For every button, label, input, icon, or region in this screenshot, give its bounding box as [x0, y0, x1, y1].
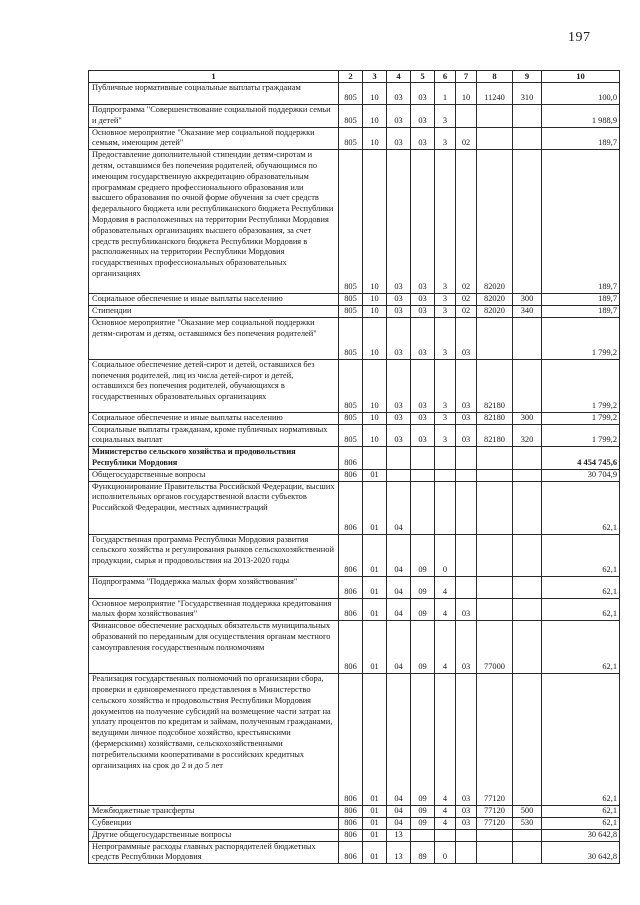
row-description: Социальные выплаты гражданам, кроме публичных нормативных социальных выплат — [89, 424, 339, 447]
row-subsection: 03 — [387, 359, 411, 412]
row-subsection: 04 — [387, 481, 411, 534]
row-expense-type — [513, 469, 542, 481]
row-section: 01 — [363, 481, 387, 534]
row-measure: 10 — [456, 83, 477, 105]
row-amount: 62,1 — [542, 534, 620, 576]
row-direction — [477, 447, 513, 470]
row-subsection: 03 — [387, 424, 411, 447]
row-expense-type — [513, 150, 542, 294]
table-row — [89, 481, 620, 534]
row-program: 09 — [411, 674, 435, 806]
row-direction — [477, 576, 513, 598]
row-measure: 03 — [456, 817, 477, 829]
row-expense-type: 310 — [513, 83, 542, 105]
row-program: 09 — [411, 817, 435, 829]
table-row — [89, 317, 620, 359]
row-program: 09 — [411, 576, 435, 598]
row-subsection: 04 — [387, 817, 411, 829]
row-admin-code: 805 — [339, 317, 363, 359]
row-direction — [477, 105, 513, 128]
row-expense-type — [513, 841, 542, 864]
row-description: Публичные нормативные социальные выплаты гражданам — [89, 83, 339, 105]
row-section: 10 — [363, 424, 387, 447]
row-description: Субвенции — [89, 817, 339, 829]
row-description: Общегосударственные вопросы — [89, 469, 339, 481]
header-cell: 9 — [513, 71, 542, 83]
row-program: 09 — [411, 534, 435, 576]
row-subprogram: 4 — [435, 576, 456, 598]
table-row — [89, 150, 620, 294]
row-amount: 189,7 — [542, 294, 620, 306]
row-description: Государственная программа Республики Мордовия развития сельского хозяйства и регулирования рынков сельскохозяйственной продукции, сырья и продовольствия на 2013-2020 годы — [89, 534, 339, 576]
row-description: Непрограммные расходы главных распорядителей бюджетных средств Республики Мордовия — [89, 841, 339, 864]
row-measure — [456, 469, 477, 481]
row-subprogram: 0 — [435, 841, 456, 864]
header-cell: 10 — [542, 71, 620, 83]
row-subsection: 03 — [387, 294, 411, 306]
row-admin-code: 806 — [339, 481, 363, 534]
row-amount: 30 642,8 — [542, 841, 620, 864]
row-description: Основное мероприятие "Оказание мер социальной поддержки детям-сиротам и детям, оставшимся без попечения родителей" — [89, 317, 339, 359]
row-measure: 02 — [456, 127, 477, 150]
row-subsection: 04 — [387, 806, 411, 818]
row-admin-code: 805 — [339, 424, 363, 447]
row-section: 01 — [363, 817, 387, 829]
row-description: Подпрограмма "Поддержка малых форм хозяйствования" — [89, 576, 339, 598]
table-row — [89, 424, 620, 447]
row-direction — [477, 841, 513, 864]
row-program: 03 — [411, 83, 435, 105]
table-row — [89, 674, 620, 806]
row-admin-code: 806 — [339, 674, 363, 806]
row-section: 10 — [363, 150, 387, 294]
row-description: Основное мероприятие "Государственная поддержка кредитования малых форм хозяйствования" — [89, 598, 339, 621]
table-row — [89, 576, 620, 598]
row-admin-code: 806 — [339, 841, 363, 864]
row-expense-type — [513, 576, 542, 598]
row-section: 01 — [363, 841, 387, 864]
row-section: 10 — [363, 359, 387, 412]
table-row — [89, 447, 620, 470]
row-admin-code: 805 — [339, 150, 363, 294]
row-expense-type: 300 — [513, 412, 542, 424]
row-admin-code: 805 — [339, 412, 363, 424]
row-direction: 82020 — [477, 305, 513, 317]
table-row — [89, 534, 620, 576]
row-amount: 62,1 — [542, 806, 620, 818]
row-amount: 62,1 — [542, 481, 620, 534]
row-expense-type — [513, 105, 542, 128]
row-subsection: 03 — [387, 83, 411, 105]
row-expense-type — [513, 621, 542, 674]
row-section: 01 — [363, 534, 387, 576]
row-program — [411, 829, 435, 841]
row-subprogram: 3 — [435, 127, 456, 150]
row-subsection: 13 — [387, 841, 411, 864]
table-row — [89, 105, 620, 128]
table-row — [89, 598, 620, 621]
row-direction: 82180 — [477, 424, 513, 447]
table-row — [89, 305, 620, 317]
row-subsection: 03 — [387, 317, 411, 359]
row-expense-type: 320 — [513, 424, 542, 447]
row-subsection: 04 — [387, 534, 411, 576]
row-expense-type: 300 — [513, 294, 542, 306]
row-subprogram: 4 — [435, 806, 456, 818]
header-cell: 8 — [477, 71, 513, 83]
row-direction: 77120 — [477, 674, 513, 806]
table-row — [89, 621, 620, 674]
row-direction: 82180 — [477, 412, 513, 424]
row-expense-type — [513, 481, 542, 534]
row-admin-code: 805 — [339, 305, 363, 317]
row-section: 10 — [363, 412, 387, 424]
row-amount: 100,0 — [542, 83, 620, 105]
row-program: 03 — [411, 424, 435, 447]
row-measure — [456, 447, 477, 470]
row-direction: 77120 — [477, 817, 513, 829]
table-row — [89, 817, 620, 829]
row-description: Финансовое обеспечение расходных обязательств муниципальных образований по переданным для осуществления органам местного самоуправления государственным полномочиям — [89, 621, 339, 674]
row-amount: 62,1 — [542, 674, 620, 806]
row-subsection: 04 — [387, 576, 411, 598]
row-program: 03 — [411, 294, 435, 306]
row-measure: 03 — [456, 424, 477, 447]
row-direction — [477, 829, 513, 841]
row-measure — [456, 534, 477, 576]
row-amount: 62,1 — [542, 576, 620, 598]
row-program: 03 — [411, 317, 435, 359]
row-amount: 62,1 — [542, 598, 620, 621]
header-cell: 2 — [339, 71, 363, 83]
row-expense-type — [513, 598, 542, 621]
row-subprogram — [435, 447, 456, 470]
row-admin-code: 805 — [339, 294, 363, 306]
row-subsection: 03 — [387, 105, 411, 128]
table-row — [89, 829, 620, 841]
row-description: Социальное обеспечение детей-сирот и детей, оставшихся без попечения родителей, лиц из числа детей-сирот и детей, оставшихся без попечения родителей, обучающихся в государственных образовательных организациях — [89, 359, 339, 412]
row-subprogram: 0 — [435, 534, 456, 576]
row-admin-code: 806 — [339, 469, 363, 481]
row-measure: 03 — [456, 674, 477, 806]
row-measure: 03 — [456, 621, 477, 674]
row-subsection: 04 — [387, 621, 411, 674]
row-program: 03 — [411, 105, 435, 128]
row-measure: 02 — [456, 150, 477, 294]
row-subprogram: 4 — [435, 674, 456, 806]
header-cell: 5 — [411, 71, 435, 83]
row-description: Основное мероприятие "Оказание мер социальной поддержки семьям, имеющим детей" — [89, 127, 339, 150]
row-subprogram: 3 — [435, 317, 456, 359]
row-measure — [456, 576, 477, 598]
row-amount: 1 799,2 — [542, 424, 620, 447]
row-expense-type — [513, 447, 542, 470]
row-section: 10 — [363, 83, 387, 105]
row-subprogram: 3 — [435, 412, 456, 424]
table-row — [89, 359, 620, 412]
row-admin-code: 805 — [339, 83, 363, 105]
row-expense-type — [513, 317, 542, 359]
row-section: 10 — [363, 294, 387, 306]
row-description: Социальное обеспечение и иные выплаты населению — [89, 294, 339, 306]
row-direction: 77120 — [477, 806, 513, 818]
row-direction — [477, 127, 513, 150]
row-program: 03 — [411, 127, 435, 150]
row-measure — [456, 105, 477, 128]
table-row — [89, 806, 620, 818]
row-section: 01 — [363, 829, 387, 841]
row-section: 01 — [363, 806, 387, 818]
row-admin-code: 806 — [339, 447, 363, 470]
row-subsection: 03 — [387, 150, 411, 294]
page-number: 197 — [568, 30, 591, 45]
row-subprogram — [435, 829, 456, 841]
row-subsection: 03 — [387, 412, 411, 424]
row-subprogram: 3 — [435, 294, 456, 306]
row-subprogram: 3 — [435, 359, 456, 412]
row-amount: 1 988,9 — [542, 105, 620, 128]
row-admin-code: 806 — [339, 817, 363, 829]
row-direction: 11240 — [477, 83, 513, 105]
table-row — [89, 294, 620, 306]
row-measure: 02 — [456, 294, 477, 306]
row-subprogram: 4 — [435, 598, 456, 621]
row-measure: 03 — [456, 317, 477, 359]
row-program — [411, 447, 435, 470]
row-section: 01 — [363, 576, 387, 598]
row-description: Реализация государственных полномочий по организации сбора, проверки и единовременного представления в Министерство сельского хозяйства и продовольствия Республики Мордовия документов на получение субсидий на возмещение части затрат на уплату процентов по кредитам и займам, полученным гражданами, ведущими личное подсобное хозяйство, крестьянскими (фермерскими) хозяйствами, сельскохозяйственными потребительскими кооперативами в российских кредитных организациях на срок до 2 и до 5 лет — [89, 674, 339, 806]
row-direction — [477, 469, 513, 481]
row-direction: 82180 — [477, 359, 513, 412]
row-direction: 82020 — [477, 294, 513, 306]
row-admin-code: 806 — [339, 621, 363, 674]
table-row — [89, 127, 620, 150]
row-expense-type — [513, 359, 542, 412]
row-measure — [456, 829, 477, 841]
row-admin-code: 806 — [339, 829, 363, 841]
row-admin-code: 806 — [339, 598, 363, 621]
row-subsection: 04 — [387, 674, 411, 806]
row-subprogram: 4 — [435, 621, 456, 674]
row-description: Министерство сельского хозяйства и продовольствия Республики Мордовия — [89, 447, 339, 470]
table-row — [89, 469, 620, 481]
row-admin-code: 805 — [339, 127, 363, 150]
table-header-row — [89, 71, 620, 83]
row-section — [363, 447, 387, 470]
row-amount: 62,1 — [542, 817, 620, 829]
row-subprogram: 4 — [435, 817, 456, 829]
row-measure: 03 — [456, 359, 477, 412]
row-subsection: 03 — [387, 127, 411, 150]
row-subprogram: 3 — [435, 424, 456, 447]
row-direction — [477, 534, 513, 576]
row-section: 01 — [363, 598, 387, 621]
row-description: Функционирование Правительства Российской Федерации, высших исполнительных органов государственной власти субъектов Российской Федерации, местных администраций — [89, 481, 339, 534]
table-row — [89, 841, 620, 864]
header-cell: 1 — [89, 71, 339, 83]
row-admin-code: 805 — [339, 105, 363, 128]
table-row — [89, 412, 620, 424]
row-subprogram: 1 — [435, 83, 456, 105]
row-program: 09 — [411, 806, 435, 818]
row-subprogram: 3 — [435, 150, 456, 294]
row-measure: 02 — [456, 305, 477, 317]
row-program: 09 — [411, 621, 435, 674]
table-row — [89, 83, 620, 105]
row-description: Межбюджетные трансферты — [89, 806, 339, 818]
row-expense-type: 500 — [513, 806, 542, 818]
row-description: Предоставление дополнительной стипендии детям-сиротам и детям, оставшимся без попечения родителей, обучающимся по имеющим государственную аккредитацию образовательным программам среднего профессионального образования или высшего образования по очной форме обучения за счет средств федерального бюджета или республиканского бюджета Республики Мордовия в расположенных на территории Республики Мордовия образовательных организациях высшего образования, за счет средств республиканского бюджета Республики Мордовия в расположенных на территории Республики Мордовия государственных профессиональных образовательных организациях — [89, 150, 339, 294]
row-subsection: 03 — [387, 305, 411, 317]
row-description: Стипендии — [89, 305, 339, 317]
row-direction — [477, 598, 513, 621]
row-admin-code: 806 — [339, 576, 363, 598]
row-program — [411, 469, 435, 481]
row-amount: 1 799,2 — [542, 412, 620, 424]
row-program: 09 — [411, 598, 435, 621]
row-amount: 189,7 — [542, 127, 620, 150]
row-program — [411, 481, 435, 534]
row-expense-type: 340 — [513, 305, 542, 317]
row-expense-type — [513, 674, 542, 806]
row-amount: 62,1 — [542, 621, 620, 674]
header-cell: 7 — [456, 71, 477, 83]
row-amount: 189,7 — [542, 305, 620, 317]
row-program: 89 — [411, 841, 435, 864]
row-section: 10 — [363, 105, 387, 128]
header-cell: 3 — [363, 71, 387, 83]
row-subprogram — [435, 481, 456, 534]
row-program: 03 — [411, 359, 435, 412]
row-amount: 1 799,2 — [542, 317, 620, 359]
header-cell: 4 — [387, 71, 411, 83]
row-description: Социальное обеспечение и иные выплаты населению — [89, 412, 339, 424]
row-program: 03 — [411, 412, 435, 424]
row-section: 01 — [363, 469, 387, 481]
row-measure — [456, 481, 477, 534]
row-section: 10 — [363, 317, 387, 359]
row-section: 01 — [363, 674, 387, 806]
row-subprogram — [435, 469, 456, 481]
row-description: Подпрограмма "Совершенствование социальной поддержки семьи и детей" — [89, 105, 339, 128]
budget-table — [88, 70, 620, 864]
row-subsection — [387, 469, 411, 481]
row-measure: 03 — [456, 598, 477, 621]
row-program: 03 — [411, 150, 435, 294]
row-subsection: 13 — [387, 829, 411, 841]
row-subsection — [387, 447, 411, 470]
row-direction: 77000 — [477, 621, 513, 674]
row-admin-code: 806 — [339, 806, 363, 818]
row-expense-type — [513, 127, 542, 150]
row-amount: 189,7 — [542, 150, 620, 294]
row-expense-type — [513, 534, 542, 576]
row-measure: 03 — [456, 806, 477, 818]
header-cell: 6 — [435, 71, 456, 83]
row-section: 01 — [363, 621, 387, 674]
row-amount: 30 642,8 — [542, 829, 620, 841]
row-measure — [456, 841, 477, 864]
row-direction — [477, 317, 513, 359]
row-subprogram: 3 — [435, 305, 456, 317]
row-amount: 1 799,2 — [542, 359, 620, 412]
row-program: 03 — [411, 305, 435, 317]
table-body — [89, 83, 620, 864]
row-section: 10 — [363, 305, 387, 317]
row-amount: 4 454 745,6 — [542, 447, 620, 470]
row-measure: 03 — [456, 412, 477, 424]
row-admin-code: 805 — [339, 359, 363, 412]
row-expense-type: 530 — [513, 817, 542, 829]
row-subsection: 04 — [387, 598, 411, 621]
row-expense-type — [513, 829, 542, 841]
row-amount: 30 704,9 — [542, 469, 620, 481]
row-section: 10 — [363, 127, 387, 150]
row-subprogram: 3 — [435, 105, 456, 128]
row-direction — [477, 481, 513, 534]
row-direction: 82020 — [477, 150, 513, 294]
row-admin-code: 806 — [339, 534, 363, 576]
row-description: Другие общегосударственные вопросы — [89, 829, 339, 841]
